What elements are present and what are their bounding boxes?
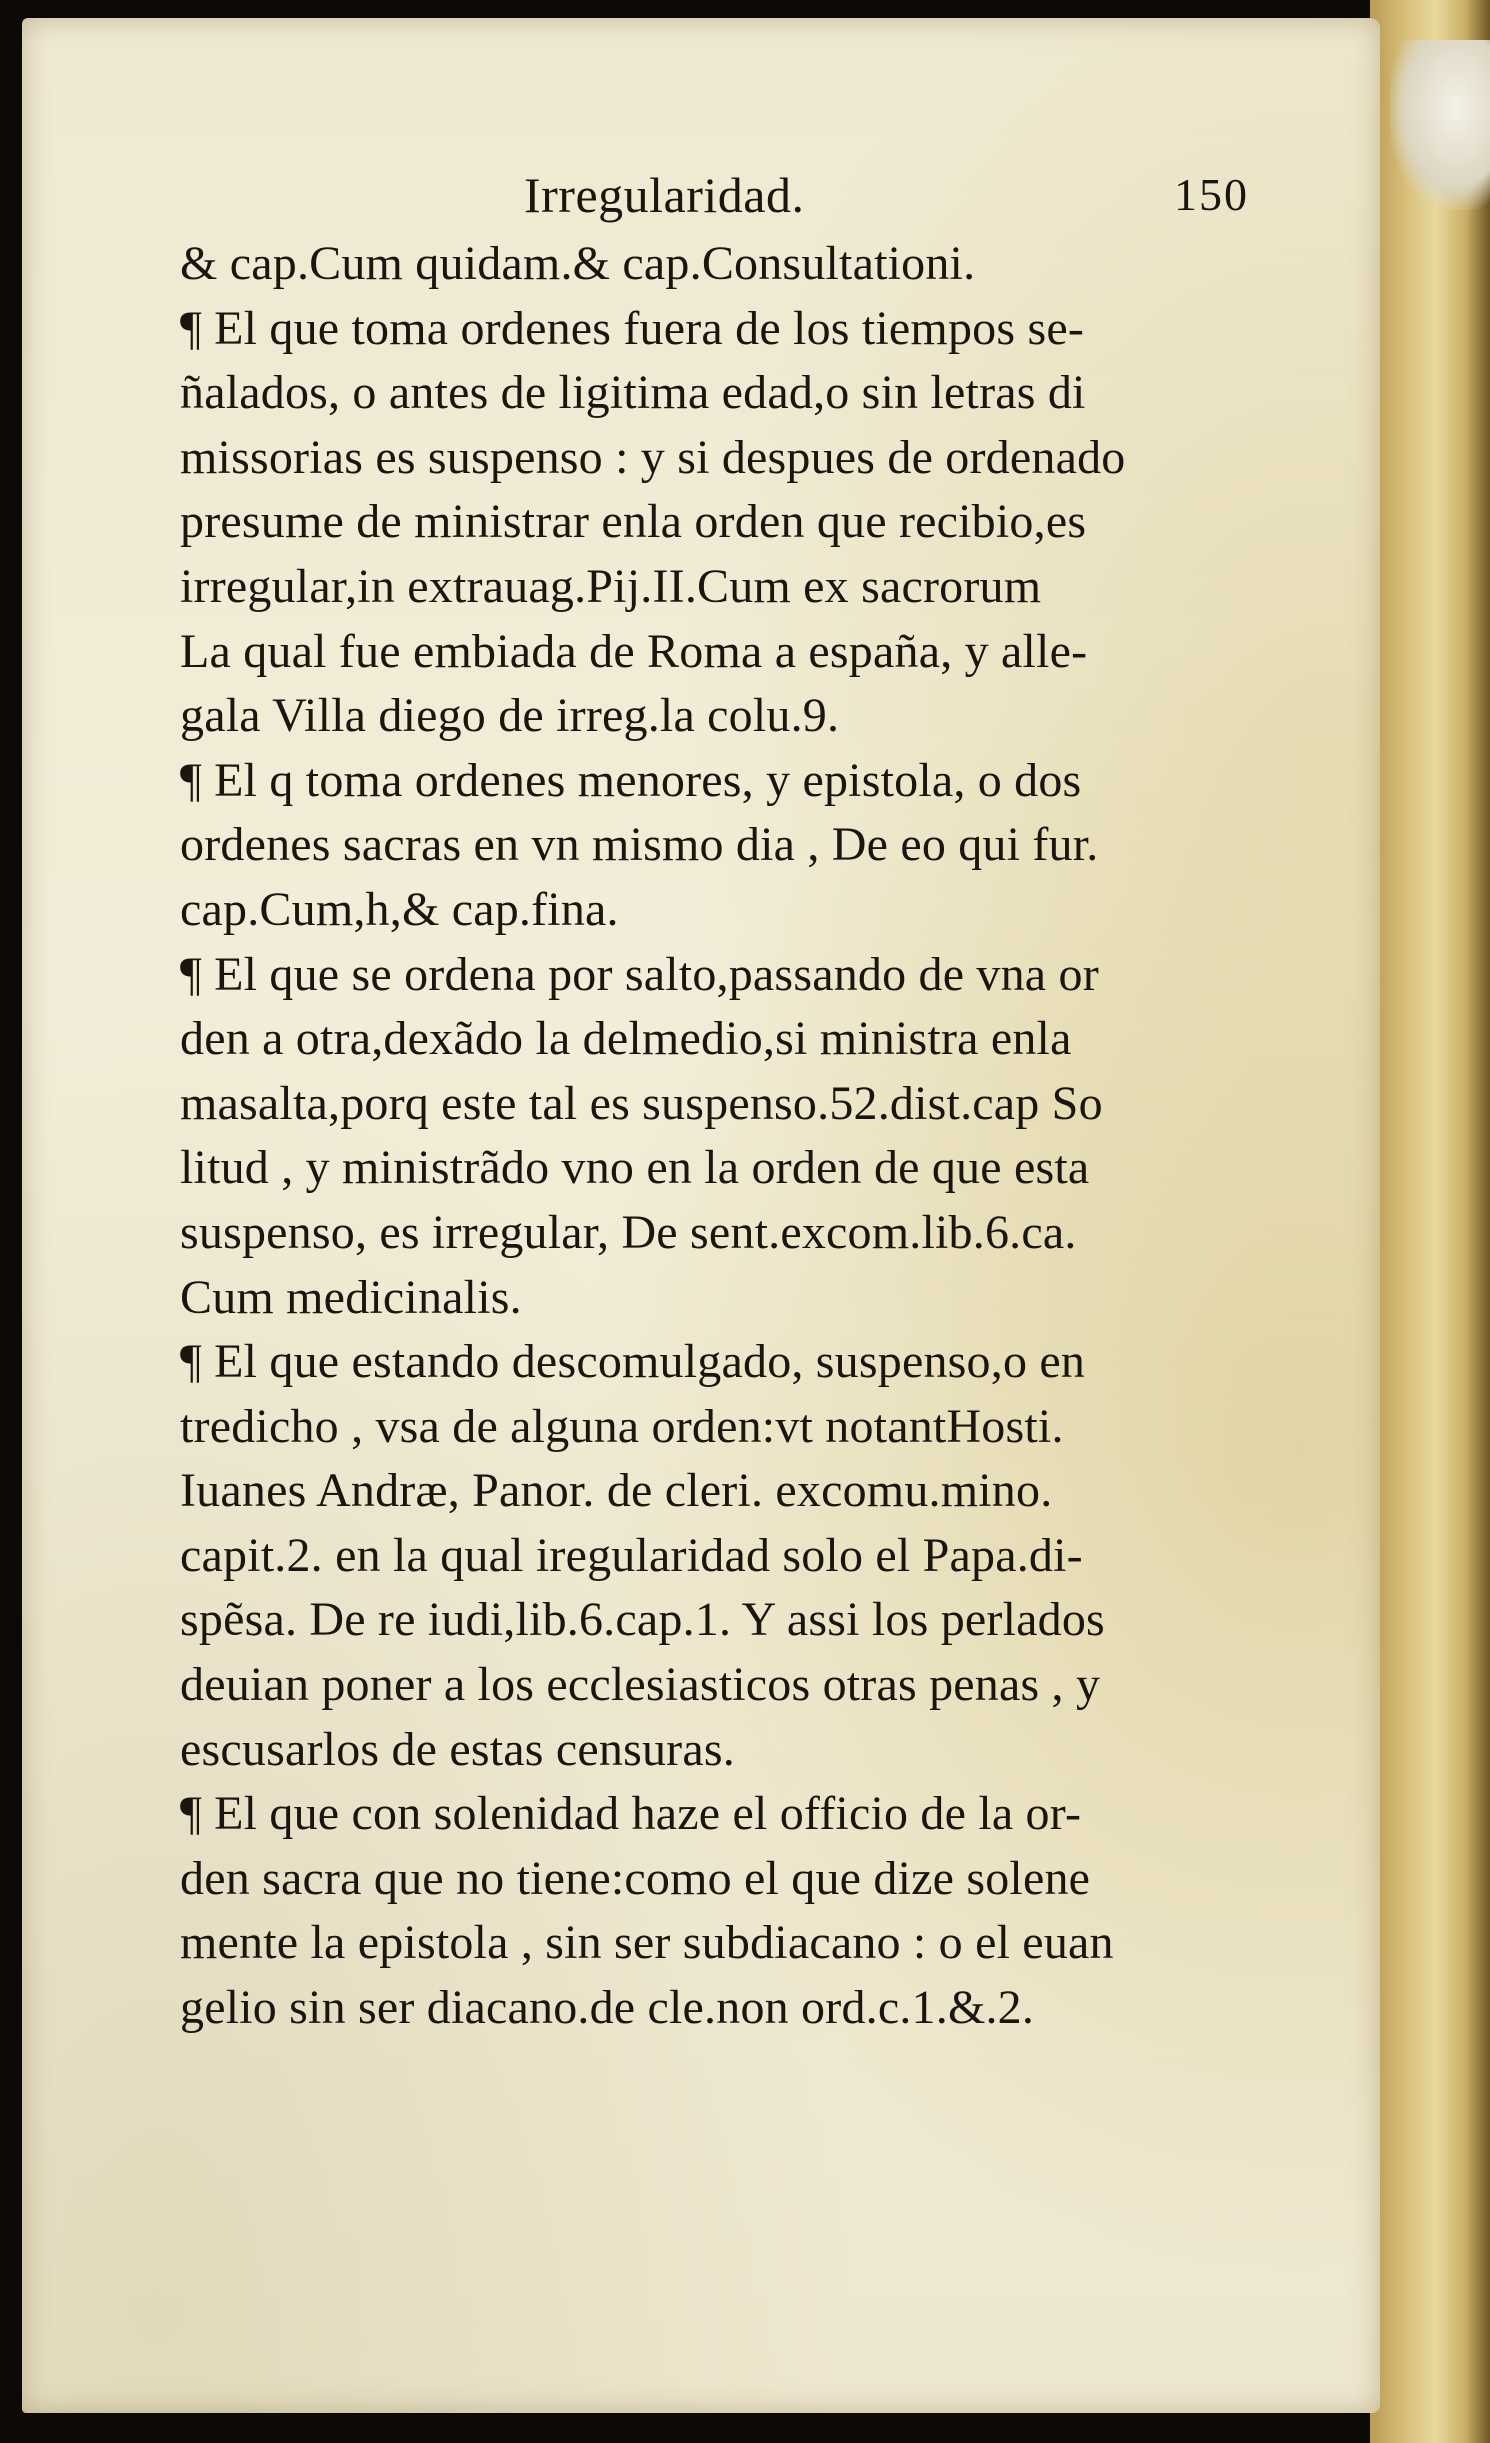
text-line: den a otra,dexãdo la delmedio,si ministra enla <box>180 1012 1072 1066</box>
body-text <box>180 232 1340 2041</box>
running-title: Irregularidad. <box>524 167 805 223</box>
text-line: litud , y ministrãdo vno en la orden de que esta <box>180 1141 1090 1195</box>
text-line: ñalados, o antes de ligitima edad,o sin letras di <box>180 366 1086 420</box>
text-line: ¶ El que toma ordenes fuera de los tiempos se- <box>180 301 1085 355</box>
text-line: irregular,in extrauag.Pij.II.Cum ex sacrorum <box>180 559 1042 613</box>
text-line: cap.Cum,h,& cap.fina. <box>180 882 619 936</box>
text-line: gala Villa diego de irreg.la colu.9. <box>180 689 840 743</box>
text-line: capit.2. en la qual iregularidad solo el Papa.di- <box>180 1528 1083 1582</box>
text-line: gelio sin ser diacano.de cle.non ord.c.1.&.2. <box>180 1981 1035 2035</box>
text-line: missorias es suspenso : y si despues de ordenado <box>180 430 1126 484</box>
text-line: mente la epistola , sin ser subdiacano : o el euan <box>180 1916 1114 1970</box>
book-page <box>22 18 1380 2413</box>
text-line: Iuanes Andræ, Panor. de cleri. excomu.mino. <box>180 1464 1053 1518</box>
text-line: suspenso, es irregular, De sent.excom.lib.6.ca. <box>180 1205 1077 1259</box>
running-head <box>180 160 1340 230</box>
text-line: & cap.Cum quidam.& cap.Consultationi. <box>180 237 976 290</box>
text-block <box>180 160 1340 2041</box>
text-line: Cum medicinalis. <box>180 1270 522 1324</box>
text-line: den sacra que no tiene:como el que dize solene <box>180 1851 1091 1905</box>
adjacent-leaf <box>1370 0 1490 2443</box>
text-line: La qual fue embiada de Roma a españa, y alle- <box>180 624 1088 678</box>
text-line: ¶ El que estando descomulgado, suspenso,o en <box>180 1335 1086 1389</box>
text-line: presume de ministrar enla orden que recibio,es <box>180 495 1087 549</box>
text-line: ¶ El q toma ordenes menores, y epistola, o dos <box>180 753 1082 807</box>
text-line: tredicho , vsa de alguna orden:vt notantHosti. <box>180 1399 1064 1453</box>
text-line: escusarlos de estas censuras. <box>180 1722 735 1776</box>
text-line: ¶ El que se ordena por salto,passando de vna or <box>180 947 1099 1001</box>
text-line: ordenes sacras en vn mismo dia , De eo qui fur. <box>180 818 1099 872</box>
text-line: masalta,porq este tal es suspenso.52.dist.cap So <box>180 1076 1103 1130</box>
text-line: deuian poner a los ecclesiasticos otras penas , y <box>180 1658 1101 1712</box>
text-line: spẽsa. De re iudi,lib.6.cap.1. Y assi los perlados <box>180 1593 1105 1647</box>
folio-number: 150 <box>1174 169 1249 220</box>
text-line: ¶ El que con solenidad haze el officio de la or- <box>180 1787 1082 1841</box>
